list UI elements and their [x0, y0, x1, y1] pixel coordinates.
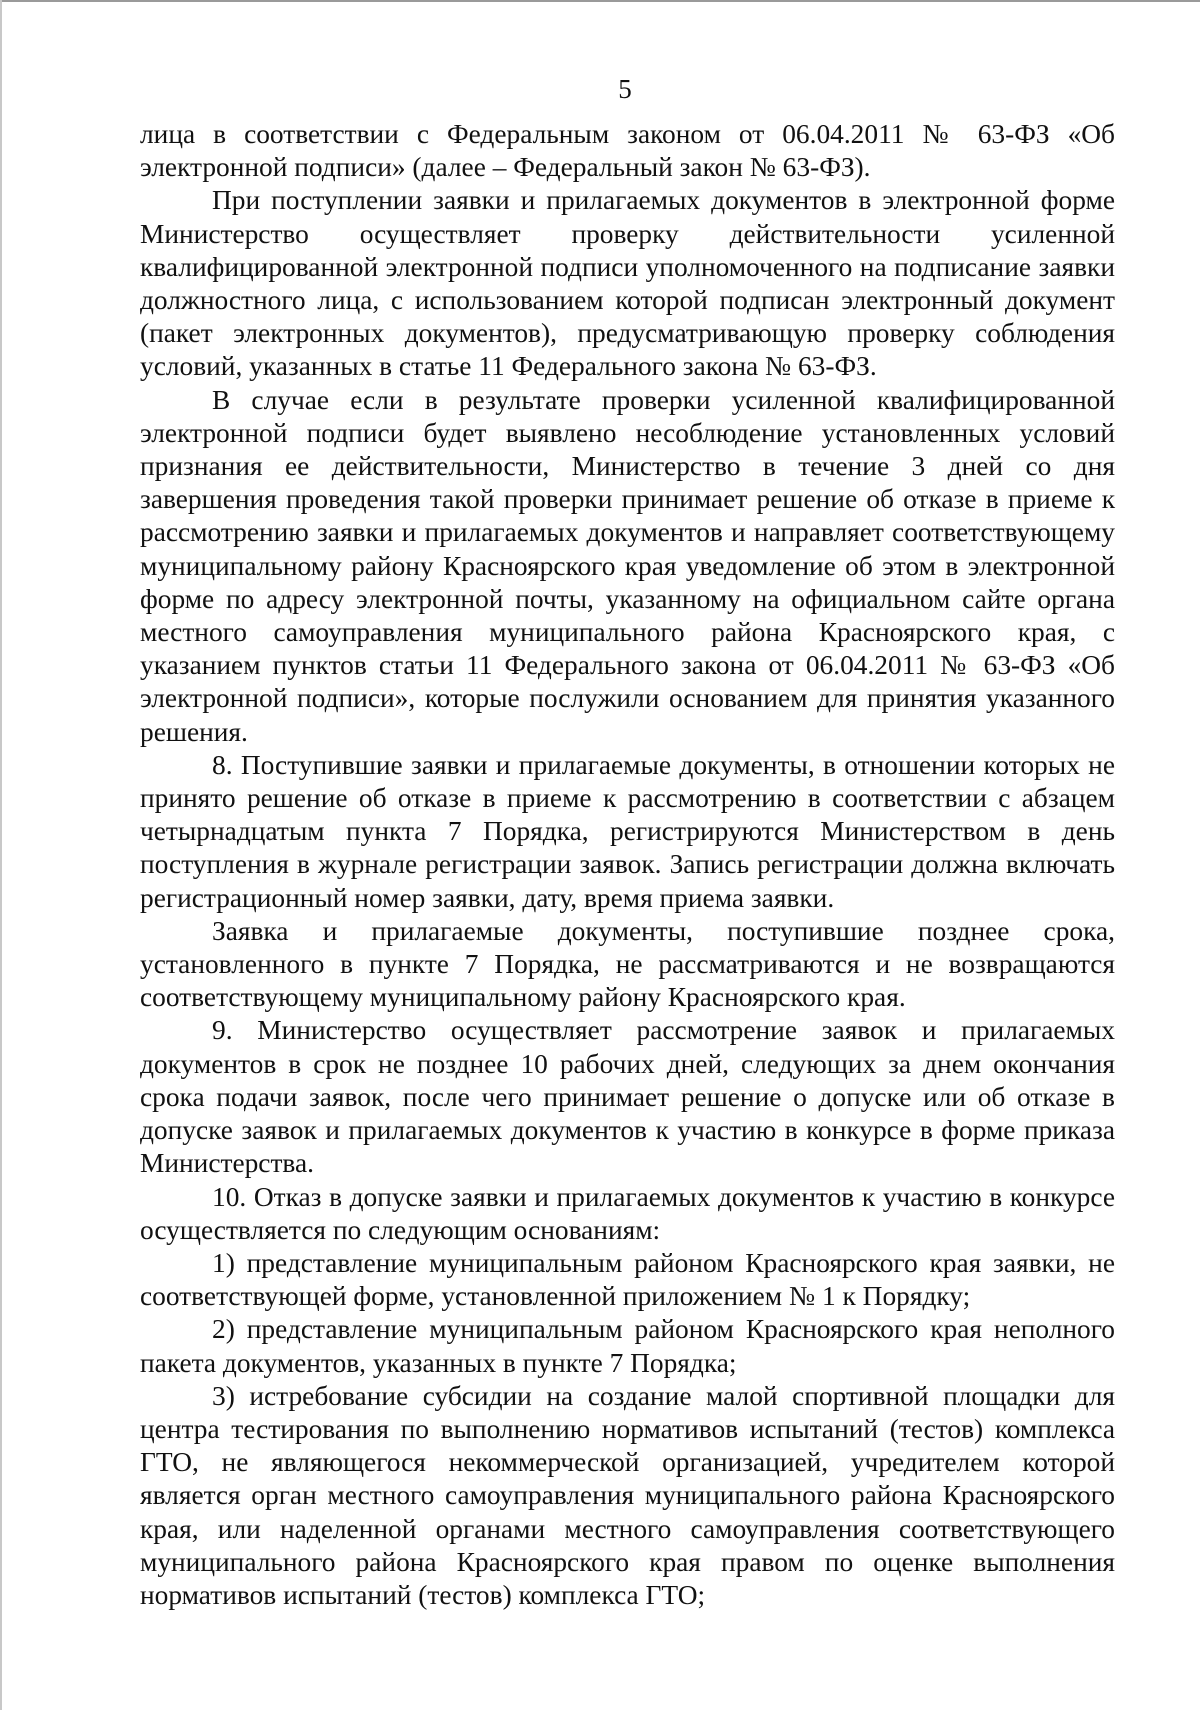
document-body [140, 118, 1115, 1612]
page-number: 5 [618, 74, 632, 104]
paragraph-signature-check: При поступлении заявки и прилагаемых документов в электронной форме Министерство осуществляет проверку действительности усиленной квалифицированной электронной подписи уполномоченного на подписание заявки должностного лица, с использованием которой подписан электронный документ (пакет электронных документов), предусматривающую проверку соблюдения условий, указанных в статье 11 Федерального закона № 63-ФЗ. [140, 185, 1115, 382]
paragraph-late-applications: Заявка и прилагаемые документы, поступившие позднее срока, установленного в пункте 7 Порядка, не рассматриваются и не возвращаются соответствующему муниципальному району Красноярского края. [140, 915, 1115, 1013]
list-item-1: 1) представление муниципальным районом Красноярского края заявки, не соответствующей форме, установленной приложением № 1 к Порядку; [140, 1247, 1115, 1312]
paragraph-item-10: 10. Отказ в допуске заявки и прилагаемых документов к участию в конкурсе осуществляется по следующим основаниям: [140, 1181, 1115, 1245]
paragraph-signature-invalid: В случае если в результате проверки усиленной квалифицированной электронной подписи будет выявлено несоблюдение установленных условий признания ее действительности, Министерство в течение 3 дней со дня завершения проведения такой проверки принимает решение об отказе в приеме к рассмотрению заявки и прилагаемых документов и направляет соответствующему муниципальному району Красноярского края уведомление об этом в электронной форме по адресу электронной почты, указанному на официальном сайте органа местного самоуправления муниципального района Красноярского края, с указанием пунктов статьи 11 Федерального закона от 06.04.2011 № 63-ФЗ «Об электронной подписи», которые послужили основанием для принятия указанного решения. [140, 384, 1115, 747]
paragraph-item-8: 8. Поступившие заявки и прилагаемые документы, в отношении которых не принято решение об отказе в приеме к рассмотрению в соответствии с абзацем четырнадцатым пункта 7 Порядка, регистрируются Министерством в день поступления в журнале регистрации заявок. Запись регистрации должна включать регистрационный номер заявки, дату, время приема заявки. [140, 749, 1115, 913]
paragraph-item-9: 9. Министерство осуществляет рассмотрение заявок и прилагаемых документов в срок не позднее 10 рабочих дней, следующих за днем окончания срока подачи заявок, после чего принимает решение о допуске или об отказе в допуске заявок и прилагаемых документов к участию в конкурсе в форме приказа Министерства. [140, 1015, 1115, 1179]
scan-top-edge [0, 0, 1200, 2]
list-item-2: 2) представление муниципальным районом Красноярского края неполного пакета документов, указанных в пункте 7 Порядка; [140, 1314, 1115, 1378]
paragraph-continuation: лица в соответствии с Федеральным законом от 06.04.2011 № 63-ФЗ «Об электронной подписи» (далее – Федеральный закон № 63-ФЗ). [140, 119, 1115, 183]
scan-left-edge [0, 0, 2, 1710]
list-item-3: 3) истребование субсидии на создание малой спортивной площадки для центра тестирования по выполнению нормативов испытаний (тестов) комплекса ГТО, не являющегося некоммерческой организацией, учредителем которой является орган местного самоуправления муниципального района Красноярского края, или наделенной органами местного самоуправления соответствующего муниципального района Красноярского края правом по оценке выполнения нормативов испытаний (тестов) комплекса ГТО; [140, 1380, 1115, 1610]
